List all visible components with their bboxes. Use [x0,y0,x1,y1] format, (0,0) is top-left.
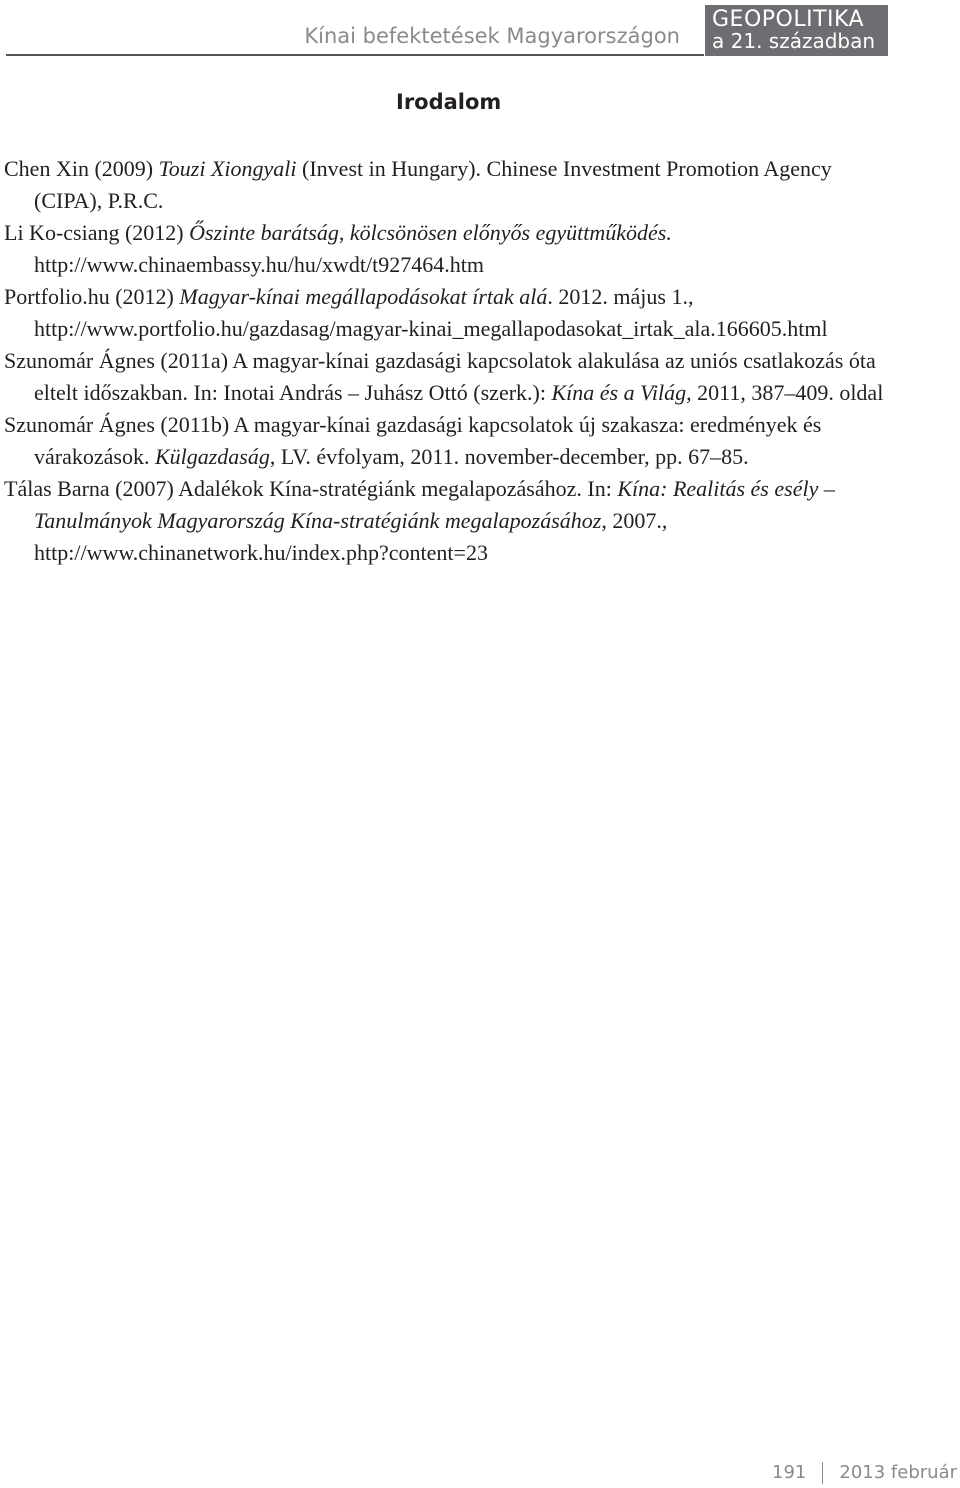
reference-title: Magyar-kínai megállapodásokat írtak alá [179,284,548,309]
reference-text: . 2012. május 1., http://www.portfolio.hu/gazdasag/magyar-kinai_megallapodasokat_irtak_ala.166605.html [34,284,828,341]
section-heading: Irodalom [396,90,502,114]
reference-text: Szunomár Ágnes (2011b) A magyar-kínai gazdasági kapcsolatok új szakasza: eredmények és várakozások. [4,412,822,469]
journal-brand-box [705,5,888,56]
reference-item [4,281,888,345]
reference-title: Külgazdaság [154,444,270,469]
issue-date: 2013 február [839,1462,957,1483]
reference-text: , 2011, 387–409. oldal [686,380,884,405]
reference-item [4,473,888,569]
brand-line-2: a 21. században [712,29,876,53]
header-rule [6,54,704,56]
running-title: Kínai befektetések Magyarországon [304,24,680,48]
page-footer [772,1462,957,1484]
reference-item [4,153,888,217]
reference-text: http://www.chinaembassy.hu/hu/xwdt/t927464.htm [34,252,484,277]
reference-title: Őszinte barátság, kölcsönösen előnyős együttműködés. [189,220,672,245]
reference-title: Kína és a Világ [551,380,687,405]
brand-line-1: GEOPOLITIKA [712,7,865,32]
reference-item [4,217,888,281]
reference-text: Tálas Barna (2007) Adalékok Kína-stratégiánk megalapozásához. In: [4,476,618,501]
reference-text: Li Ko-csiang (2012) [4,220,190,245]
reference-title: Touzi Xiongyali [158,156,297,181]
reference-text: , 2007., http://www.chinanetwork.hu/index.php?content=23 [34,508,668,565]
reference-text: (Invest in Hungary). Chinese Investment Promotion Agency (CIPA), P.R.C. [34,156,832,213]
reference-item [4,345,888,409]
reference-title: Kína: Realitás és esély – Tanulmányok Magyarország Kína-stratégiánk megalapozásához [34,476,835,533]
reference-list [4,153,888,569]
reference-text: Portfolio.hu (2012) [4,284,180,309]
reference-text: Szunomár Ágnes (2011a) A magyar-kínai gazdasági kapcsolatok alakulása az uniós csatlakozás óta eltelt időszakban. In: Inotai András – Juhász Ottó (szerk.): [4,348,876,405]
reference-item [4,409,888,473]
page-number: 191 [772,1462,807,1483]
reference-text: , LV. évfolyam, 2011. november-december, pp. 67–85. [269,444,749,469]
footer-separator [822,1462,823,1484]
reference-text: Chen Xin (2009) [4,156,159,181]
